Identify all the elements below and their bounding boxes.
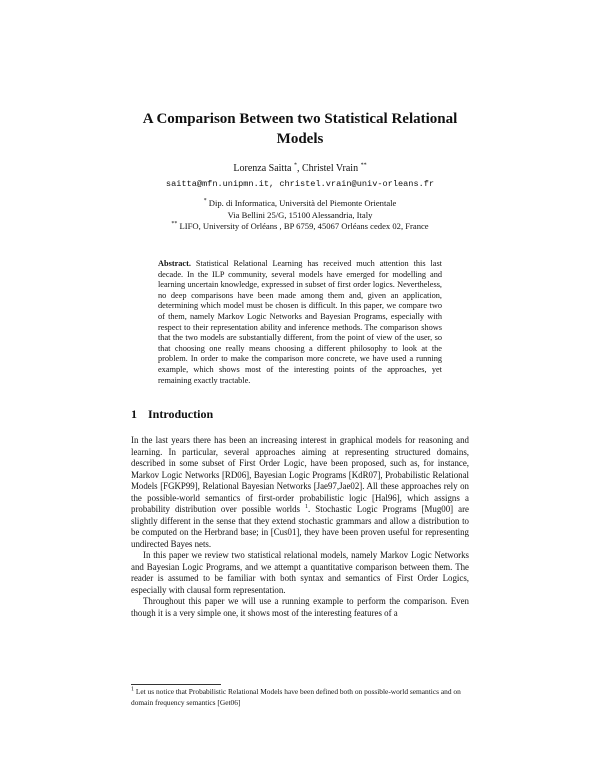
author-name: Lorenza Saitta — [233, 163, 292, 174]
abstract-text: Statistical Relational Learning has received much attention this last decade. In the ILP community, several models have emerged for modelling and learning uncertain knowledge, expressed in subset of first order logics. Nevertheless, no deep comparisons have been made among them and, given an application, determining which model must be chosen is difficult. In this paper, we compare two of them, namely Markov Logic Networks and Bayesian Programs, especially with respect to their representation ability and inference methods. The comparison shows that the two models are substantially different, from the point of view of the user, so that choosing one really means choosing a different philosophy to look at the problem. In order to make the comparison more concrete, we have used a running example, which shows most of the interesting points of the approaches, yet remaining exactly tractable. — [158, 259, 442, 385]
section-body — [131, 435, 469, 619]
footnote — [131, 687, 469, 709]
section-number: 1 — [131, 407, 137, 421]
footnote-reference: 1 — [305, 504, 309, 511]
author-emails: saitta@mfn.unipmn.it, christel.vrain@univ-orleans.fr — [165, 179, 435, 189]
paper-title — [100, 109, 500, 149]
affiliation-text: Dip. di Informatica, Università del Piemonte Orientale — [208, 198, 397, 208]
affiliation-1-line-2: Via Bellini 25/G, 15100 Alessandria, Italy — [227, 210, 373, 220]
footnote-text: Let us notice that Probabilistic Relational Models have been defined both on possible-world semantics and on domain frequency semantics [Get06] — [131, 687, 461, 707]
paragraph: In this paper we review two statistical relational models, namely Markov Logic Networks and Bayesian Logic Programs, and we attempt a quantitative comparison between them. The reader is assumed to be familiar with both syntax and semantics of First Order Logics, especially with clausal form representation. — [131, 550, 469, 595]
author-separator: , — [296, 163, 302, 174]
abstract-label: Abstract. — [158, 259, 191, 268]
affiliation-1-line-1 — [100, 198, 500, 209]
paragraph — [131, 435, 469, 550]
abstract — [158, 259, 442, 386]
paragraph-text: . Stochastic Logic Programs [Mug00] are slightly different in the sense that they extend stochastic grammars and allow a distribution to be computed on the Herbrand base; in [Cus01], they have been proven useful for representing undirected Bayes nets. — [131, 504, 469, 549]
section-heading — [131, 407, 213, 422]
author-list — [60, 163, 540, 175]
author-name: Christel Vrain — [301, 163, 359, 174]
section-title: Introduction — [148, 407, 214, 421]
paragraph: Throughout this paper we will use a running example to perform the comparison. Even though it is a very simple one, it shows most of the interesting features of a — [131, 596, 469, 618]
affiliation-mark: ** — [171, 221, 178, 228]
author-affiliation-mark: ** — [360, 162, 367, 169]
affiliation-2 — [100, 221, 500, 232]
author-affiliation-mark: * — [293, 162, 297, 169]
title-line-2: Models — [276, 131, 324, 147]
affiliation-text: LIFO, University of Orléans , BP 6759, 45067 Orléans cedex 02, France — [179, 221, 429, 231]
footnote-divider — [131, 684, 221, 685]
footnote-mark: 1 — [131, 686, 134, 693]
affiliation-mark: * — [203, 198, 207, 205]
title-line-1: A Comparison Between two Statistical Relational — [142, 111, 458, 127]
paragraph-text: In the last years there has been an increasing interest in graphical models for reasoning and learning. In particular, several approaches aiming at representing structured domains, described in some subset of First Order Logic, have been proposed, such as, for instance, Markov Logic Networks [RD06], Bayesian Logic Programs [KdR07], Probabilistic Relational Models [FGKP99], Relational Bayesian Networks [Jae97,Jae02]. All these approaches rely on the possible-world semantics of first-order probabilistic logic [Hal96], which assigns a probability distribution over possible worlds — [131, 435, 469, 514]
